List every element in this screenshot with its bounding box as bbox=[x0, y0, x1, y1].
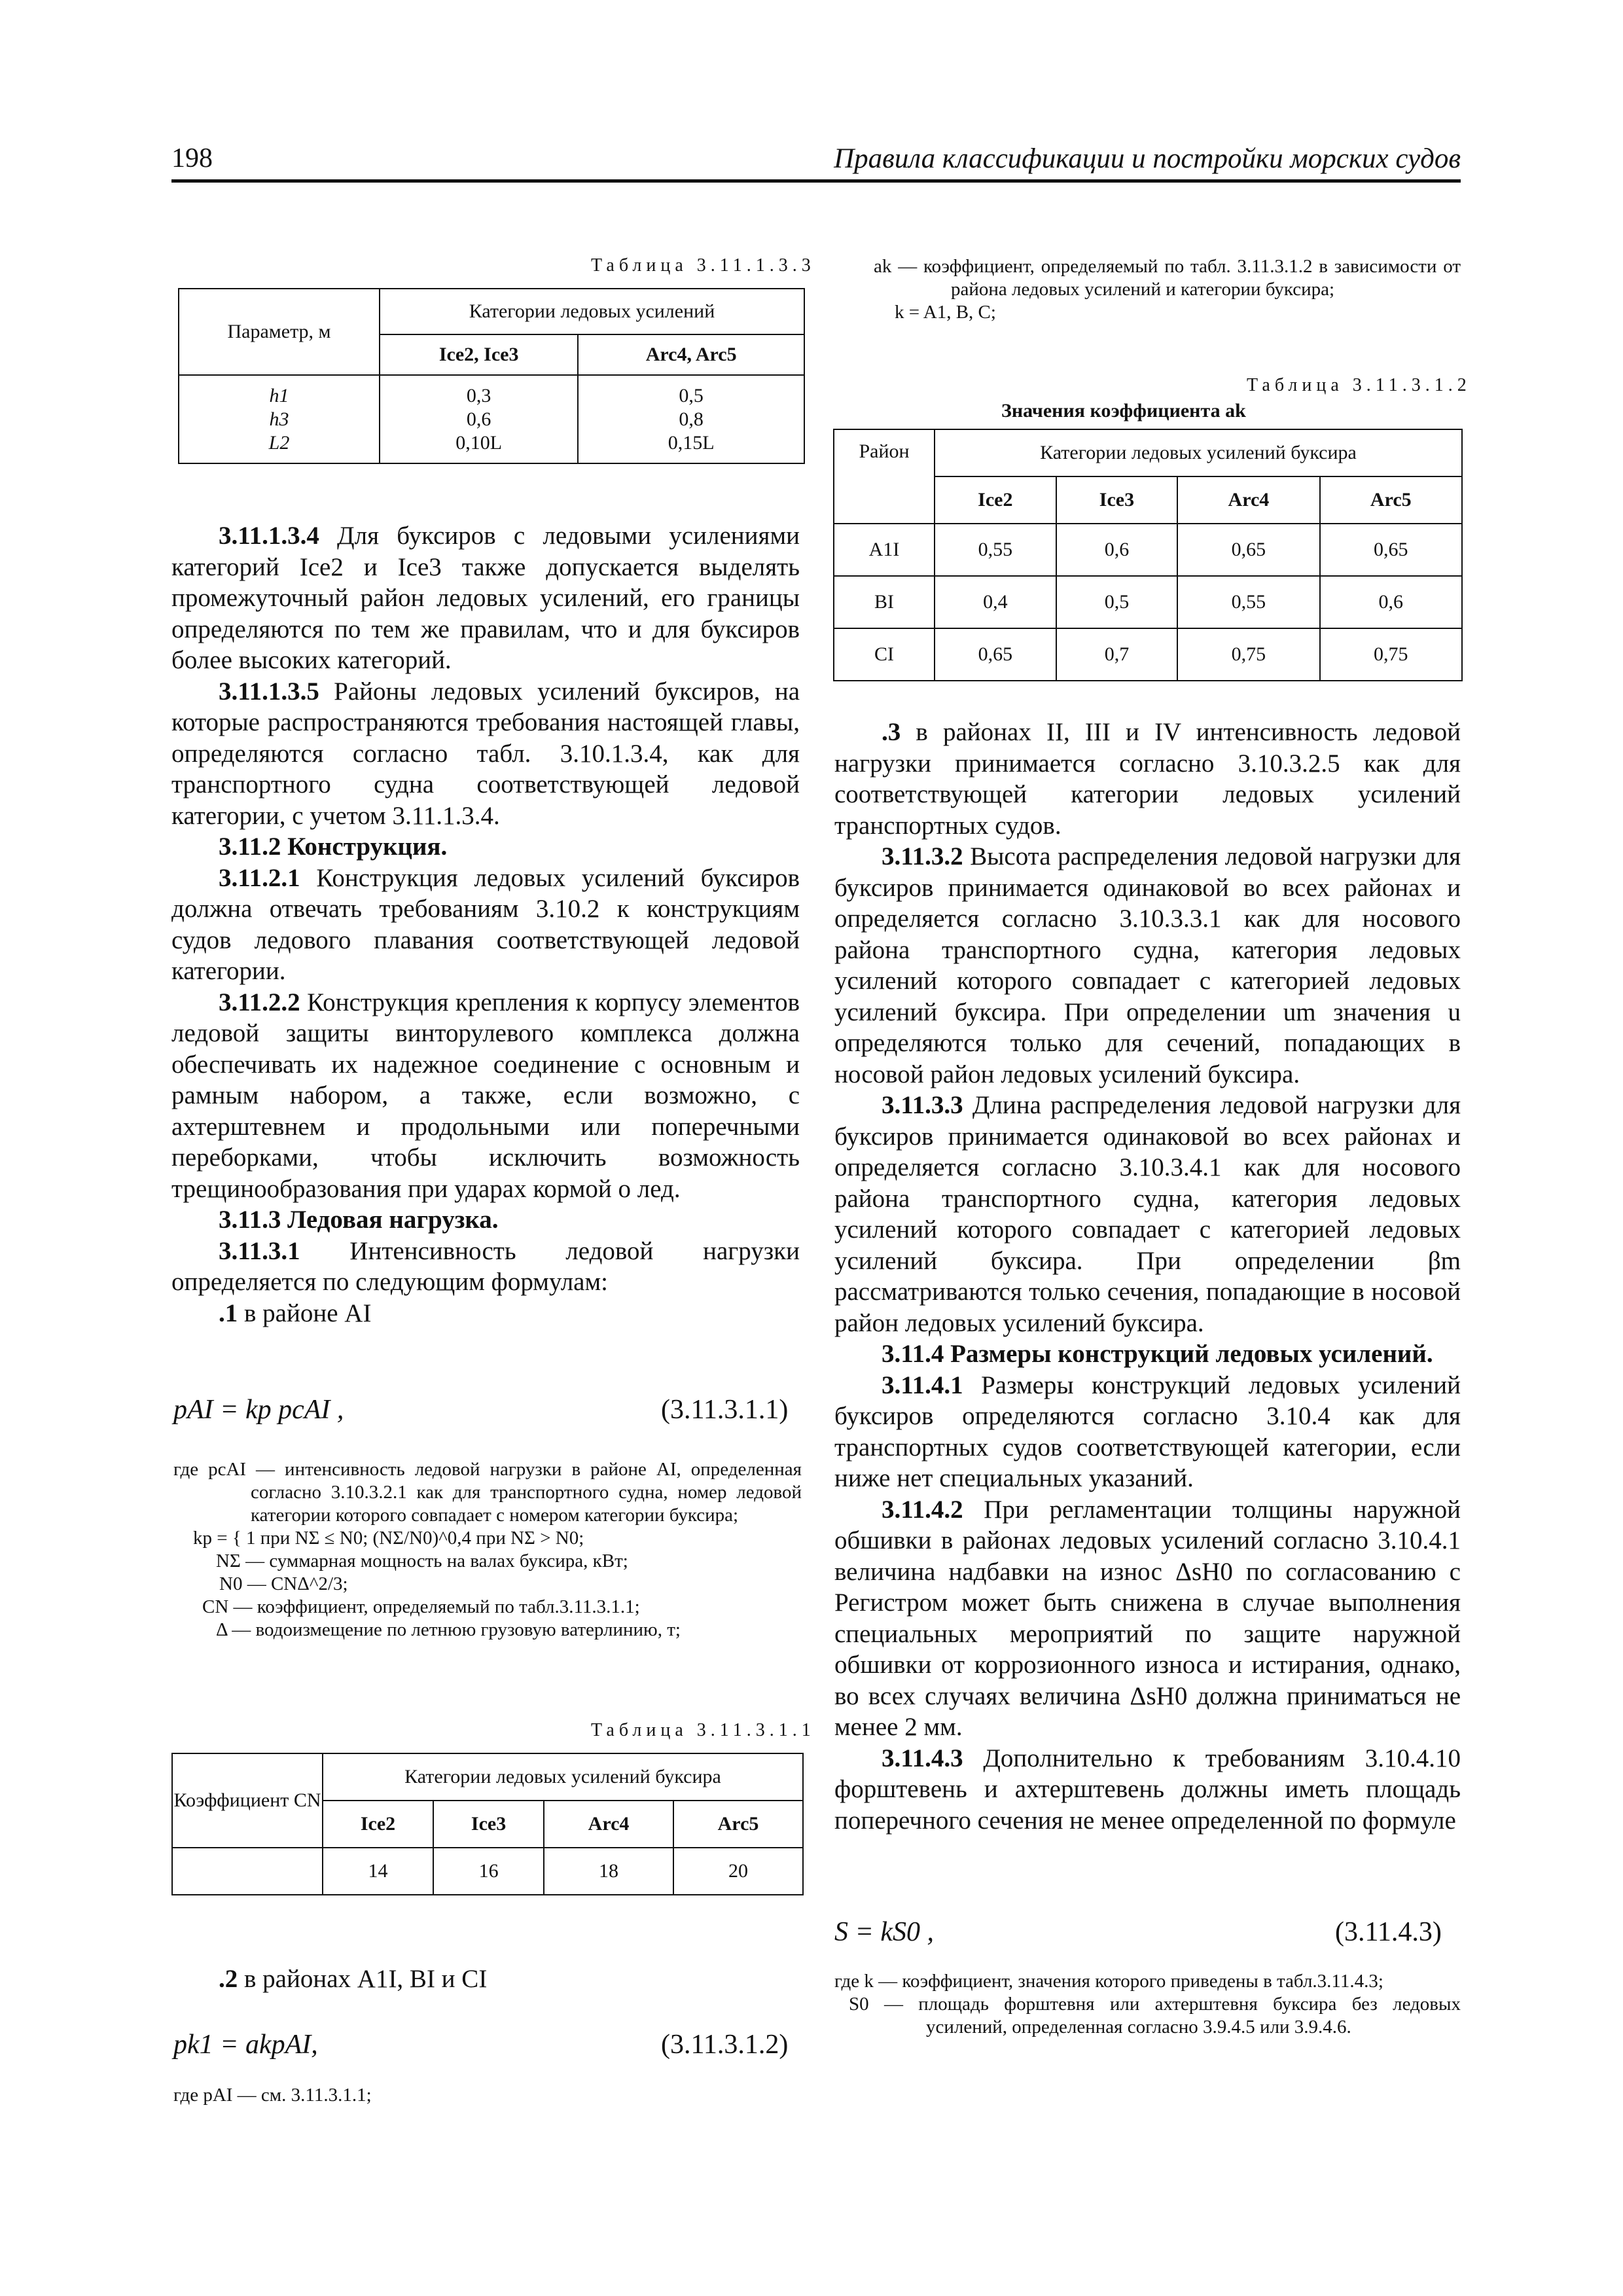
formula-definitions bbox=[834, 1970, 1461, 2039]
definition: где pAI — см. 3.11.3.1.1; bbox=[173, 2085, 372, 2106]
table-row bbox=[834, 628, 1462, 681]
table-caption: Таблица 3.11.1.3.3 bbox=[591, 255, 815, 276]
paragraph: .2 в районах A1I, BI и CI bbox=[219, 1965, 488, 1993]
table-value: 0,55 bbox=[1177, 576, 1319, 628]
table-value: 0,15L bbox=[668, 431, 715, 454]
definition: где k — коэффициент, значения которого приведены в табл.3.11.4.3; bbox=[834, 1971, 1383, 1992]
first-header: Коэффициент CN bbox=[172, 1753, 323, 1848]
section-heading: 3.11.2 Конструкция. bbox=[219, 833, 448, 861]
table-value: 18 bbox=[544, 1848, 673, 1895]
param-names-cell bbox=[179, 375, 380, 463]
paragraph: 3.11.4.2 При регламентации толщины наружной обшивки в районах ледовых усилений согласно 3.10.4.1 величина надбавки на износ ΔsH0 по согласованию с Регистром может быть снижена в случае выполнения специальных мероприятий по защите наружной обшивки от коррозионного износа и истирания, однако, во всех случаях величина ΔsH0 должна приниматься не менее 2 мм. bbox=[834, 1495, 1461, 1741]
paragraph: 3.11.1.3.4 Для буксиров с ледовыми усилениями категорий Ice2 и Ice3 также допускается выделять промежуточный район ледовых усилений, его границы определяются по тем же правилам, что и для буксиров более высоких категорий. bbox=[171, 522, 800, 674]
definition: NΣ — суммарная мощность на валах буксира, кВт; bbox=[216, 1551, 628, 1571]
first-header: Район bbox=[834, 429, 935, 524]
ak-definition bbox=[874, 255, 1461, 324]
paragraph: 3.11.2.1 Конструкция ледовых усилений буксиров должна отвечать требованиям 3.10.2 к конструкциям судов ледового плавания соответствующей ледовой категории. bbox=[171, 863, 800, 985]
param-header: Параметр, м bbox=[179, 289, 380, 375]
paragraph: 3.11.3.3 Длина распределения ледовой нагрузки для буксиров принимается одинаковой во всех районах и определяется согласно 3.10.3.4.1 как для носового района транспортного судна, категория ледовых усилений которого совпадает с категорией ледовых усилений буксира. При определении βm рассматриваются только сечения, попадающие в носовой район ледовых усилений буксира. bbox=[834, 1091, 1461, 1337]
table-value: 0,8 bbox=[679, 408, 704, 430]
formula: pk1 = akpAI, bbox=[173, 2030, 318, 2060]
column-header: Ice2 bbox=[323, 1801, 433, 1848]
definition: ak — коэффициент, определяемый по табл. 3.11.3.1.2 в зависимости от района ледовых усилений и категории буксира; bbox=[874, 256, 1461, 300]
formula-number: (3.11.3.1.1) bbox=[661, 1395, 789, 1425]
table-caption: Таблица 3.11.3.1.1 bbox=[591, 1720, 815, 1740]
formula-definitions bbox=[173, 1458, 802, 1641]
formula-number: (3.11.4.3) bbox=[1335, 1917, 1442, 1947]
table-value: 0,6 bbox=[1056, 524, 1178, 576]
definition: k = A1, B, C; bbox=[895, 302, 996, 323]
row-label: BI bbox=[834, 576, 935, 628]
column-header: Arc5 bbox=[1320, 476, 1462, 524]
definition: где pcAI — интенсивность ледовой нагрузки в районе AI, определенная согласно 3.10.3.2.1 как для транспортного судна, номер ледовой категории которого совпадает с номером категории буксира; bbox=[173, 1459, 802, 1526]
table-value: 0,75 bbox=[1320, 628, 1462, 681]
paragraph: 3.11.4.3 Дополнительно к требованиям 3.10.4.10 форштевень и ахтерштевень должны иметь площадь поперечного сечения не менее определенной по формуле bbox=[834, 1744, 1461, 1835]
paragraph: 3.11.2.2 Конструкция крепления к корпусу элементов ледовой защиты винторулевого комплекса должна обеспечивать их надежное соединение с основным и рамным набором, а также, если возможно, с ахтерштевнем и продольными или поперечными переборками, чтобы исключить возможность трещинообразования при ударах кормой о лед. bbox=[171, 988, 800, 1203]
running-title: Правила классификации и постройки морских судов bbox=[834, 143, 1461, 174]
table-value: 0,5 bbox=[679, 384, 704, 406]
table-value: 20 bbox=[673, 1848, 803, 1895]
table-3-11-3-1-1 bbox=[171, 1753, 804, 1895]
values-cell bbox=[380, 375, 578, 463]
column-header: Ice3 bbox=[1056, 476, 1178, 524]
paragraph: .3 в районах II, III и IV интенсивность ледовой нагрузки принимается согласно 3.10.3.2.5 как для соответствующей категории ледовых усилений транспортных судов. bbox=[834, 718, 1461, 840]
column-header: Ice2, Ice3 bbox=[380, 334, 578, 375]
table-value: 0,65 bbox=[935, 628, 1056, 681]
column-header: Ice2 bbox=[935, 476, 1056, 524]
table-3-11-1-3-3 bbox=[178, 288, 805, 464]
param-name: L2 bbox=[268, 431, 290, 454]
column-header: Ice3 bbox=[433, 1801, 544, 1848]
empty-cell bbox=[172, 1848, 323, 1895]
table-row bbox=[834, 576, 1462, 628]
table-value: 0,6 bbox=[466, 408, 491, 430]
definition: kp = { 1 при NΣ ≤ N0; (NΣ/N0)^0,4 при NΣ > N0; bbox=[193, 1528, 584, 1549]
paragraph: 3.11.3.2 Высота распределения ледовой нагрузки для буксиров принимается одинаковой во всех районах и определяется согласно 3.10.3.3.1 как для носового района транспортного судна, категория ледовых усилений которого совпадает с категорией ледовых усилений буксира. При определении um значения u определяются только для сечений, попадающих в носовой район ледовых усилений буксира. bbox=[834, 842, 1461, 1088]
definition: CN — коэффициент, определяемый по табл.3.11.3.1.1; bbox=[202, 1596, 640, 1617]
formula: S = kS0 , bbox=[834, 1917, 934, 1947]
param-name: h3 bbox=[269, 408, 289, 430]
table-row bbox=[834, 524, 1462, 576]
param-name: h1 bbox=[269, 384, 289, 406]
page-header bbox=[171, 143, 1461, 183]
column-header: Arc5 bbox=[673, 1801, 803, 1848]
table-value: 16 bbox=[433, 1848, 544, 1895]
table-3-11-3-1-2 bbox=[833, 429, 1463, 681]
formula-definitions bbox=[173, 2084, 762, 2107]
left-column-text bbox=[171, 520, 800, 1329]
paragraph: 3.11.1.3.5 Районы ледовых усилений буксиров, на которые распространяются требования настоящей главы, определяются согласно табл. 3.10.1.3.4, как для транспортного судна соответствующей ледовой категории, с учетом 3.11.1.3.4. bbox=[171, 677, 800, 830]
table-value: 0,7 bbox=[1056, 628, 1178, 681]
table-value: 14 bbox=[323, 1848, 433, 1895]
table-caption: Таблица 3.11.3.1.2 bbox=[1247, 375, 1471, 395]
table-value: 0,65 bbox=[1320, 524, 1462, 576]
table-value: 0,6 bbox=[1320, 576, 1462, 628]
paragraph: .1 в районе AI bbox=[219, 1299, 372, 1327]
section-heading: 3.11.4 Размеры конструкций ледовых усилений. bbox=[882, 1340, 1433, 1368]
table-value: 0,75 bbox=[1177, 628, 1319, 681]
paragraph: 3.11.4.1 Размеры конструкций ледовых усилений буксиров определяются согласно 3.10.4 как для транспортных судов соответствующей категории, если ниже нет специальных указаний. bbox=[834, 1371, 1461, 1492]
row-label: CI bbox=[834, 628, 935, 681]
column-header: Arc4 bbox=[1177, 476, 1319, 524]
definition: N0 — CNΔ^2/3; bbox=[219, 1573, 348, 1594]
section-heading: 3.11.3 Ледовая нагрузка. bbox=[219, 1206, 499, 1234]
page-number: 198 bbox=[171, 143, 213, 173]
values-cell bbox=[578, 375, 804, 463]
formula-number: (3.11.3.1.2) bbox=[661, 2030, 789, 2060]
table-value: 0,65 bbox=[1177, 524, 1319, 576]
category-header: Категории ледовых усилений буксира bbox=[935, 429, 1462, 476]
table-value: 0,10L bbox=[455, 431, 503, 454]
category-header: Категории ледовых усилений буксира bbox=[323, 1753, 803, 1801]
definition: Δ — водоизмещение по летнюю грузовую ватерлинию, т; bbox=[216, 1619, 681, 1640]
row-label: A1I bbox=[834, 524, 935, 576]
column-header: Arc4 bbox=[544, 1801, 673, 1848]
column-header: Arc4, Arc5 bbox=[578, 334, 804, 375]
table-value: 0,4 bbox=[935, 576, 1056, 628]
table-value: 0,55 bbox=[935, 524, 1056, 576]
right-column-text bbox=[834, 717, 1461, 1836]
category-header: Категории ледовых усилений bbox=[380, 289, 804, 334]
definition: S0 — площадь форштевня или ахтерштевня буксира без ледовых усилений, определенная согласно 3.9.4.5 или 3.9.4.6. bbox=[849, 1994, 1461, 2037]
left-column-text-2 bbox=[171, 1964, 800, 1995]
formula: pAI = kp pcAI , bbox=[173, 1395, 344, 1425]
paragraph: 3.11.3.1 Интенсивность ледовой нагрузки определяется по следующим формулам: bbox=[171, 1236, 800, 1296]
table-subtitle: Значения коэффициента ak bbox=[1001, 400, 1246, 422]
table-value: 0,5 bbox=[1056, 576, 1178, 628]
table-value: 0,3 bbox=[466, 384, 491, 406]
